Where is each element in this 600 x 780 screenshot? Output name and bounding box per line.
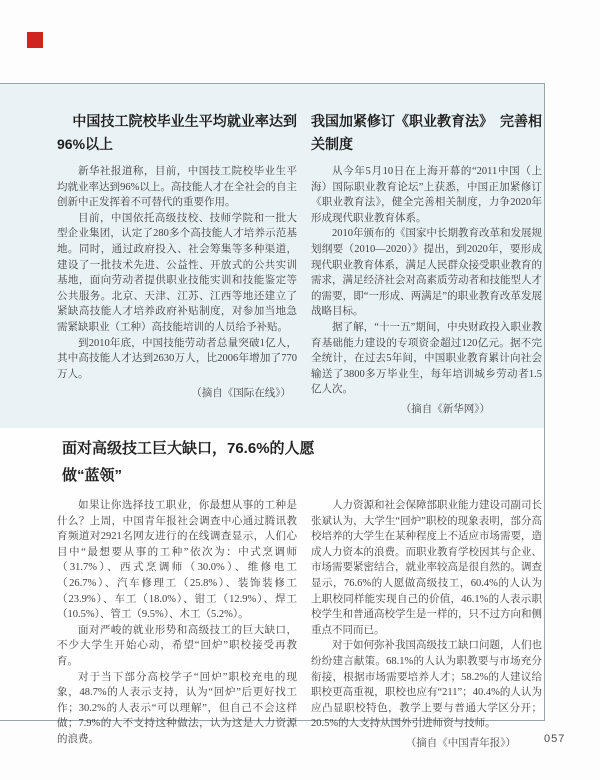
feature-article-columns [57,498,544,752]
paragraph: 对于当下部分高校学子“回炉”职校充电的现象，48.7%的人表示支持，认为“回炉”后更好找工作；30.2%的人表示“可以理解”，但自己不会这样做；7.9%的人不支持这种做法，认为这是人力资源的浪费。 [57,671,297,745]
page-number: 057 [544,733,566,745]
news-brief-left-column [57,110,297,428]
paragraph: 新华社报道称，目前，中国技工院校毕业生平均就业率达到96%以上。高技能人才在全社会的自主创新中正发挥着不可替代的重要作用。 [57,166,297,209]
source-credit: （摘自《中国青年报》） [405,737,516,749]
paragraph: 对于如何弥补我国高级技工缺口问题，人们也纷纷建言献策。68.1%的人认为职教要与市场充分衔接，根据市场需要培养人才；58.2%的人建议给职校更高重视，职校也应有“211”；40.4%的人认为应凸显职校特色，教学上要与普通大学区分开；20.5%的人支持从国外引进师资与技师。 [311,640,542,730]
news-brief-box [0,84,544,428]
feature-article [0,428,544,752]
paragraph: 人力资源和社会保障部职业能力建设司副司长张斌认为，大学生“回炉”职校的现象表明，部分高校培养的大学生在某种程度上不适应市场需要，造成人力资本的浪费。而职业教育学校因其与企业、市场需要紧密结合，就业率较高是很自然的。调查显示，76.6%的人愿做高级技工，60.4%的人认为上职校同样能实现自己的价值，46.1%的人表示职校学生和普通高校学生是一样的，只不过方向和侧重点不同而已。 [311,500,542,636]
source-credit: （摘自《国际在线》） [191,388,291,400]
news-brief-right-column [311,110,542,428]
news-brief-right-title: 我国加紧修订《职业教育法》 完善相关制度 [311,113,542,152]
feature-article-right-column [311,498,542,752]
paragraph: 目前，中国依托高级技校、技师学院和一批大型企业集团，认定了280多个高技能人才培养示范基地。同时，通过政府投入、社会筹集等多种渠道，建设了一批技术先进、公益性、开放式的公共实训基地，面向劳动者提供职业技能实训和技能鉴定等公共服务。北京、天津、江苏、江西等地还建立了紧缺高技能人才培养政府补贴制度，对参加当地急需紧缺职业（工种）高技能培训的人员给予补贴。 [57,212,297,333]
content-frame [0,83,545,749]
red-corner-marker [27,32,43,48]
paragraph: 到2010年底，中国技能劳动者总量突破1亿人，其中高技能人才达到2630万人，比2006年增加了770万人。 [57,337,297,380]
paragraph: 如果让你选择技工职业，你最想从事的工种是什么？上周，中国青年报社会调查中心通过腾讯教育频道对2921名网友进行的在线调查显示，人们心目中“最想要从事的工种”依次为：中式烹调师（31.7%）、西式烹调师（30.0%）、维修电工（26.7%）、汽车修理工（25.8%）、装饰装修工（23.9%）、车工（18.0%）、钳工（12.9%）、焊工（10.5%）、管工（9.5%）、木工（5.2%）。 [57,500,297,621]
source-credit: （摘自《新华网》） [400,403,490,415]
paragraph: 2010年颁布的《国家中长期教育改革和发展规划纲要（2010—2020）》提出，到2020年，要形成现代职业教育体系，满足人民群众接受职业教育的需求，满足经济社会对高素质劳动者和技能型人才的需要，即“一形成、两满足”的职业教育改革发展战略目标。 [311,228,542,318]
feature-article-left-column [57,498,297,752]
news-brief-left-title: 中国技工院校毕业生平均就业率达到96%以上 [57,113,297,152]
paragraph: 据了解，“十一五”期间，中央财政投入职业教育基础能力建设的专项资金超过120亿元。据不完全统计，在过去5年间，中国职业教育累计向社会输送了3800多万毕业生，每年培训城乡劳动者1.5亿人次。 [311,321,542,396]
feature-article-title: 面对高级技工巨大缺口，76.6%的人愿做“蓝领” [62,440,315,484]
paragraph: 面对严峻的就业形势和高级技工的巨大缺口，不少大学生开始心动，希望“回炉”职校接受再教育。 [57,624,297,667]
paragraph: 从今年5月10日在上海开幕的“2011中国（上海）国际职业教育论坛”上获悉，中国正加紧修订《职业教育法》，健全完善相关制度，力争2020年形成现代职业教育体系。 [311,166,542,224]
